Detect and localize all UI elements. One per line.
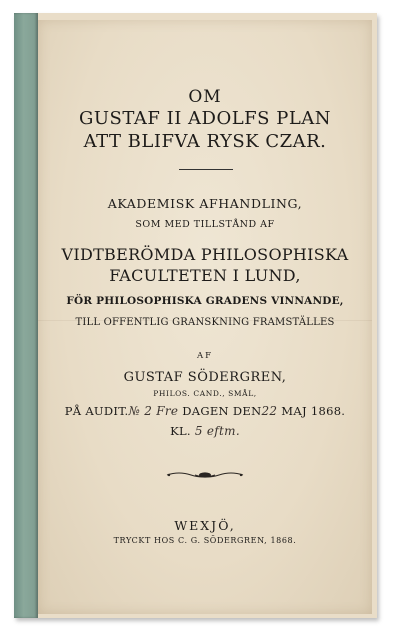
title-line-2: ATT BLIFVA RYSK CZAR. <box>83 131 327 152</box>
title-line-1: GUSTAF II ADOLFS PLAN <box>78 108 332 129</box>
degree-line: FÖR PHILOSOPHISKA GRADENS VINNANDE, <box>66 295 344 307</box>
author-title: PHILOS. CAND., SMÅL, <box>153 389 257 398</box>
booklet-spine <box>14 13 38 618</box>
handwritten-day: Fre <box>156 404 179 418</box>
handwritten-time: 5 eftm. <box>194 424 240 438</box>
permission-line: SOM MED TILLSTÅND AF <box>135 219 275 230</box>
place-of-print: WEXJÖ, <box>174 518 236 533</box>
audit-suffix: MAJ 1868. <box>281 404 346 418</box>
audit-mid: DAGEN DEN <box>182 404 262 418</box>
examination-line: TILL OFFENTLIG GRANSKNING FRAMSTÄLLES <box>75 317 335 328</box>
printer-line: TRYCKT HOS C. G. SÖDERGREN, 1868. <box>113 536 297 545</box>
subtitle: AKADEMISK AFHANDLING, <box>107 196 303 211</box>
faculty-line-2: FACULTETEN I LUND, <box>109 266 301 285</box>
faculty-line-1: VIDTBERÖMDA PHILOSOPHISKA <box>61 245 349 264</box>
audit-prefix: PÅ AUDIT. <box>64 404 129 418</box>
author-name: GUSTAF SÖDERGREN, <box>123 370 287 385</box>
by-line: AF <box>196 351 214 361</box>
handwritten-date: 22 <box>261 404 278 418</box>
heading-om: OM <box>188 87 222 107</box>
time-line <box>38 424 372 438</box>
title-page <box>38 20 372 614</box>
handwritten-number: № 2 <box>128 404 153 418</box>
kl-label: KL. <box>170 424 191 438</box>
ornament-divider-icon <box>165 469 245 481</box>
audit-line <box>38 404 372 418</box>
title-rule <box>179 169 233 170</box>
